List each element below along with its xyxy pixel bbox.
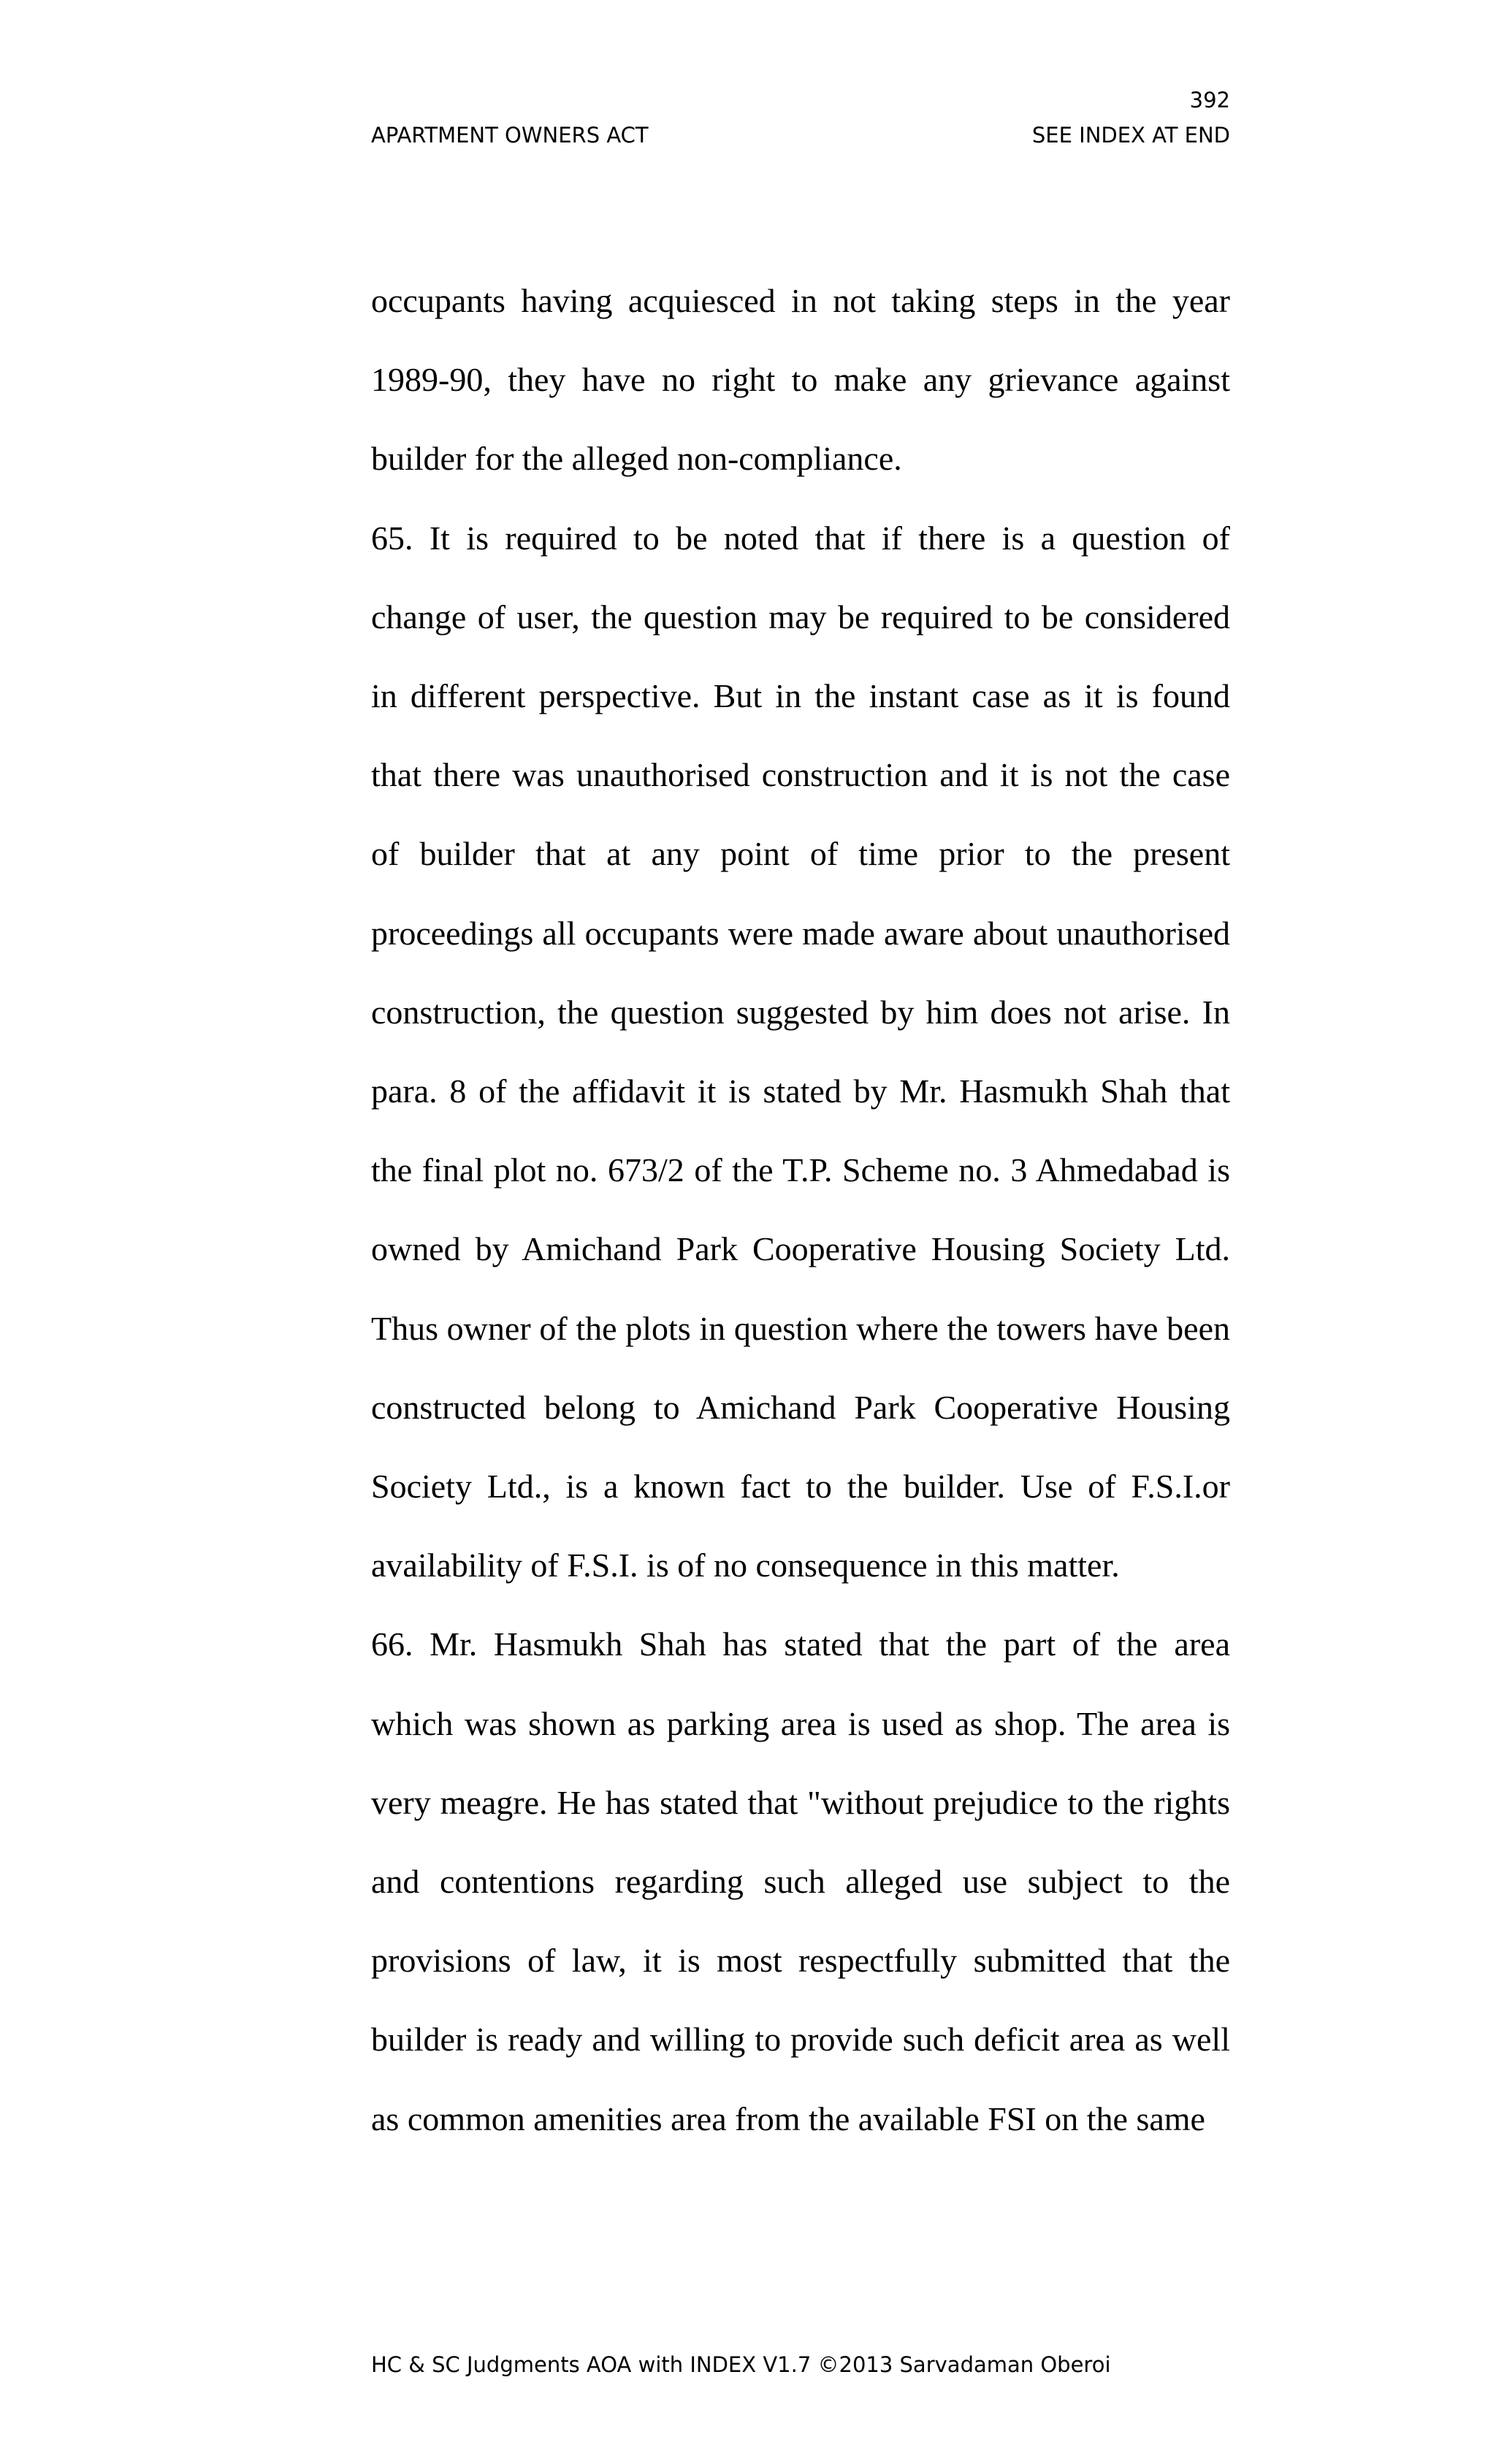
page-number: 392: [1189, 88, 1230, 112]
paragraph-continuation: occupants having acquiesced in not taking steps in the year 1989-90, they have no right to make any grievance against builder for the alleged non-compliance.: [371, 282, 1230, 478]
document-body: [371, 262, 1230, 2159]
paragraph-66: 66. Mr. Hasmukh Shah has stated that the part of the area which was shown as parking area is used as shop. The area is very meagre. He has stated that "without prejudice to the rights and contentions regarding such alleged use subject to the provisions of law, it is most respectfully submitted that the builder is ready and willing to provide such deficit area as well as common amenities area from the available FSI on the same: [371, 1625, 1230, 2137]
paragraph-65: 65. It is required to be noted that if there is a question of change of user, the question may be required to be considered in different perspective. But in the instant case as it is found that there was unauthorised construction and it is not the case of builder that at any point of time prior to the present proceedings all occupants were made aware about unauthorised construction, the question suggested by him does not arise. In para. 8 of the affidavit it is stated by Mr. Hasmukh Shah that the final plot no. 673/2 of the T.P. Scheme no. 3 Ahmedabad is owned by Amichand Park Cooperative Housing Society Ltd. Thus owner of the plots in question where the towers have been constructed belong to Amichand Park Cooperative Housing Society Ltd., is a known fact to the builder. Use of F.S.I.or availability of F.S.I. is of no consequence in this matter.: [371, 519, 1230, 1584]
running-header-title: APARTMENT OWNERS ACT: [371, 123, 649, 148]
running-header-index-note: SEE INDEX AT END: [1031, 123, 1230, 148]
page-footer: HC & SC Judgments AOA with INDEX V1.7 ©2013 Sarvadaman Oberoi: [371, 2352, 1111, 2377]
